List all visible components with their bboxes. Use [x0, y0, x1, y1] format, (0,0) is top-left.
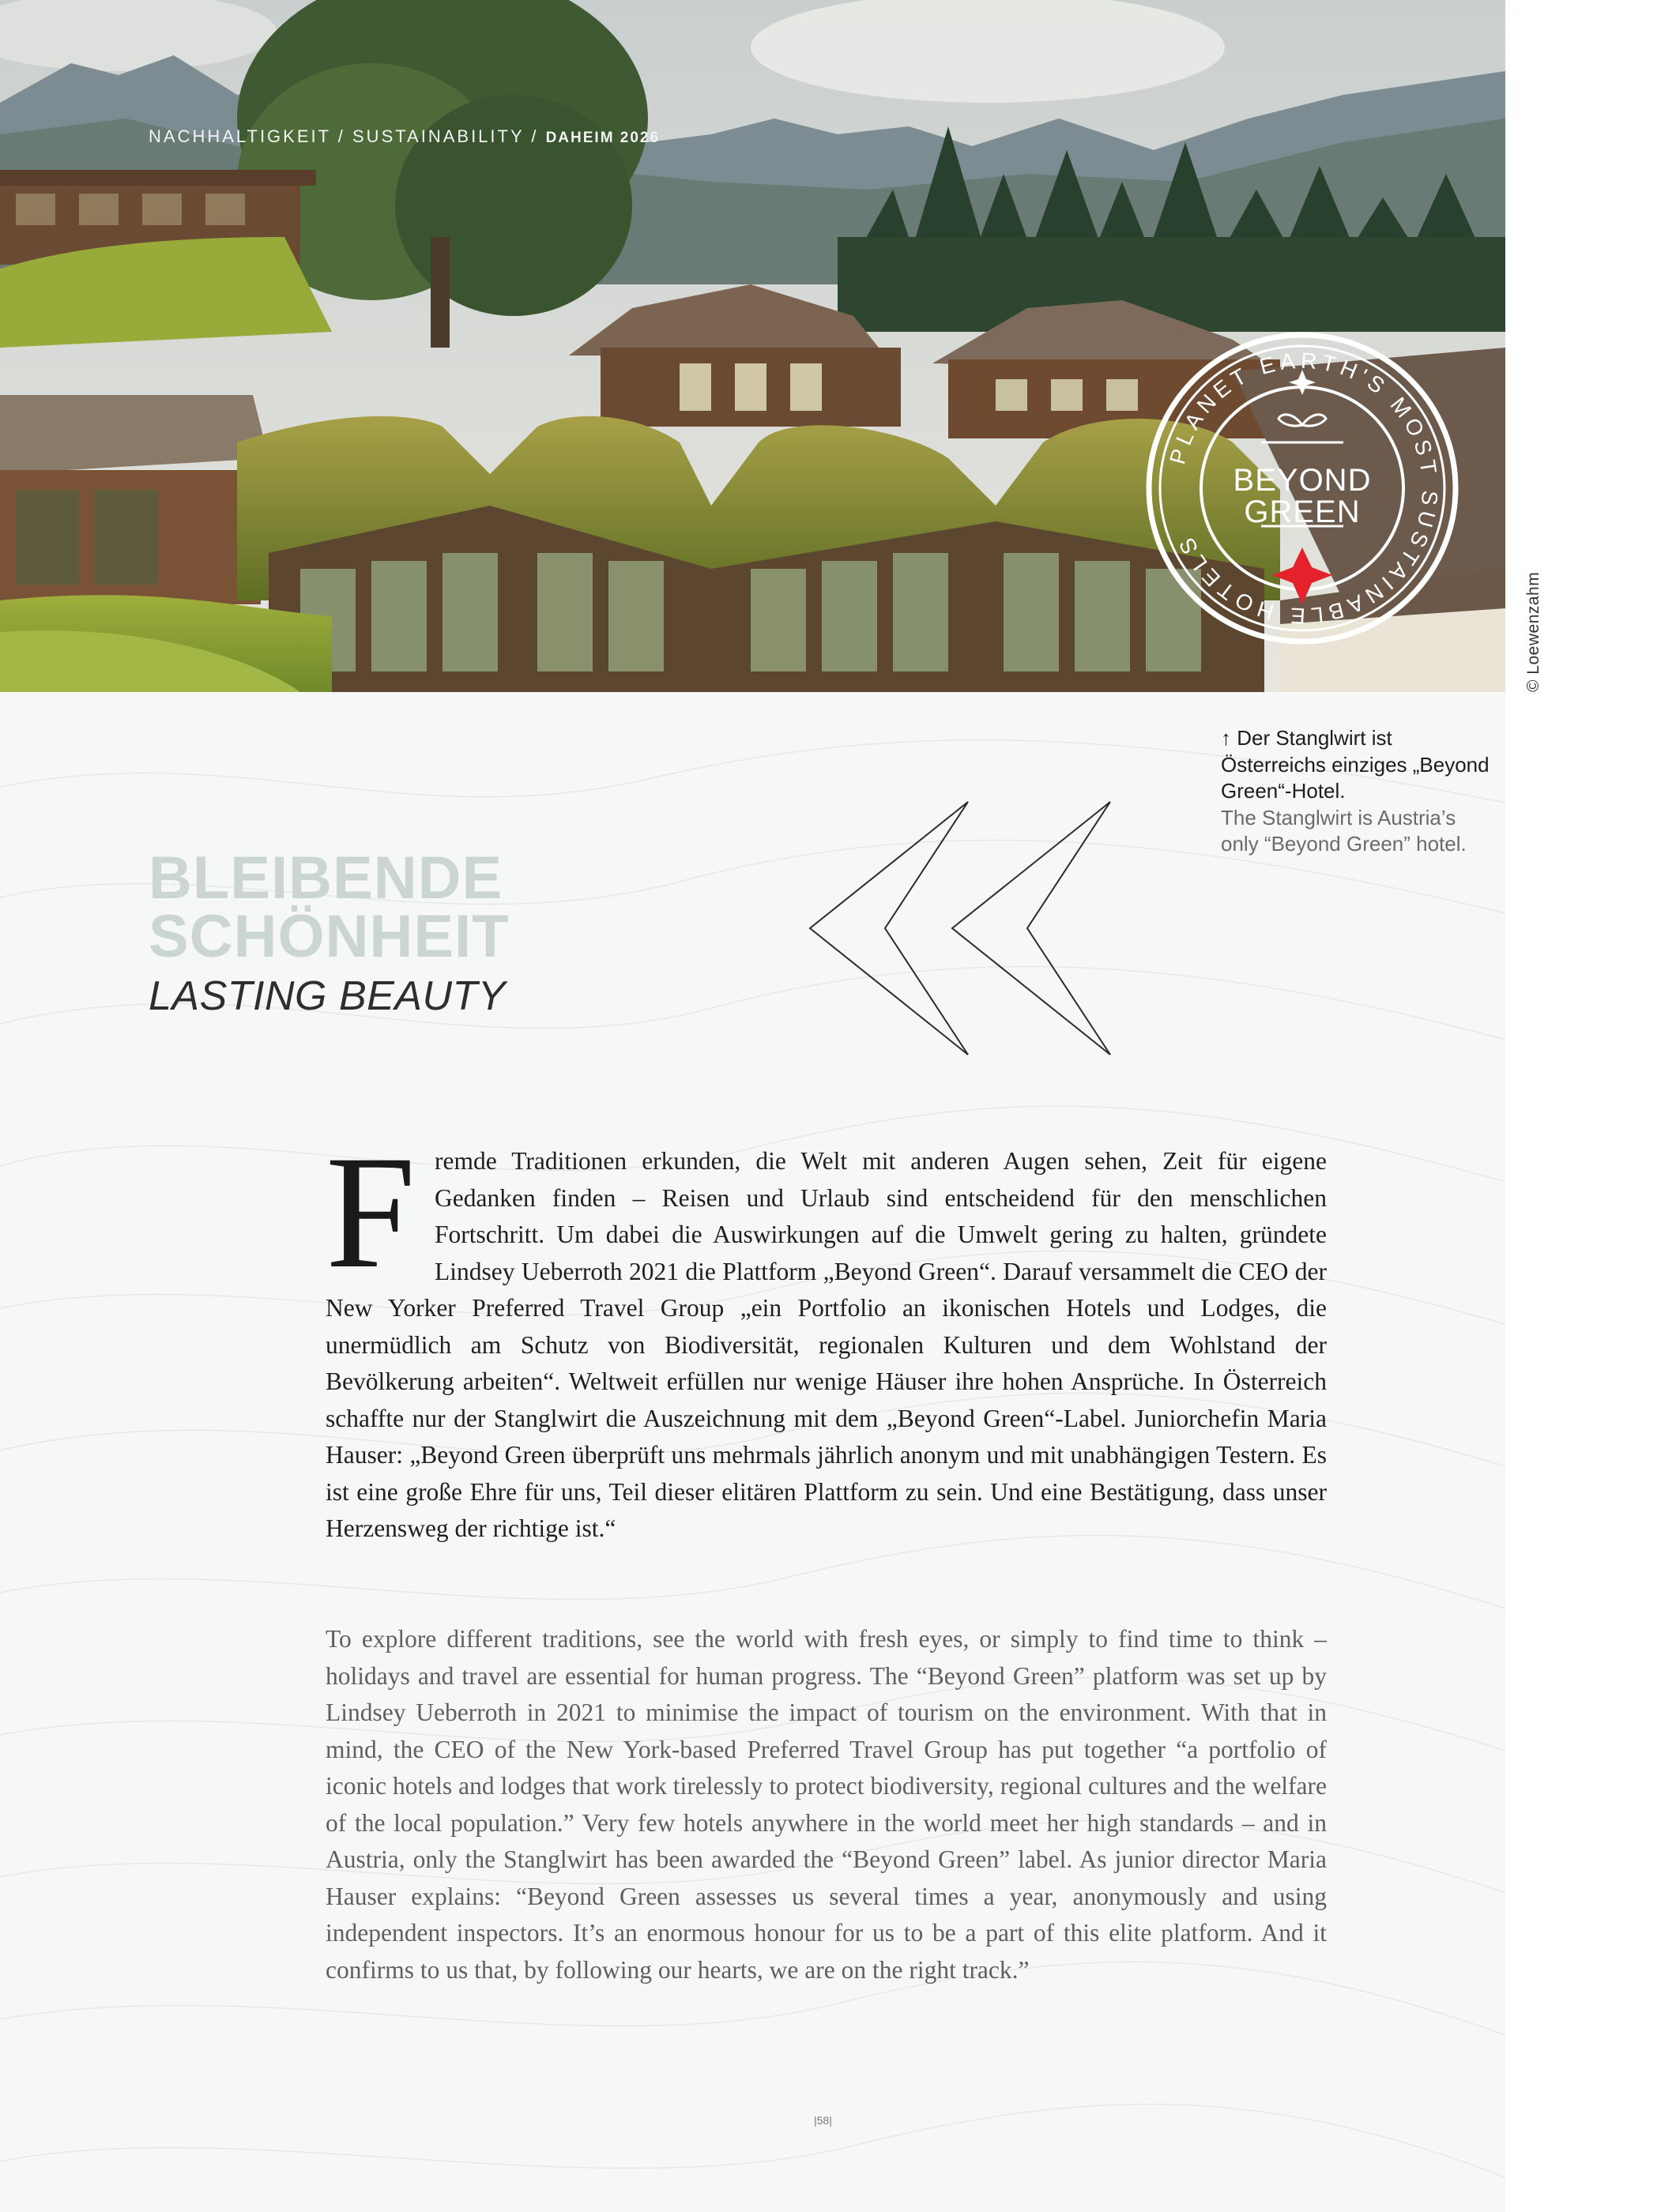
body-text-de [326, 1123, 1327, 1548]
page-number: |58| [814, 2114, 832, 2127]
badge-title-line1: BEYOND [1233, 463, 1372, 498]
headline-de-line1: BLEIBENDE [149, 845, 503, 912]
body-de-text: remde Traditionen erkunden, die Welt mit anderen Augen sehen, Zeit für eigene Gedanken finden – Reisen und Urlaub sind entscheidend für den menschlichen Fortschritt. Um dabei die Auswirkungen auf die Umwelt gering zu halten, gründete Lindsey Ueberroth 2021 die Plattform „Beyond Green“. Darauf versammelt die CEO der New Yorker Preferred Travel Group „ein Portfolio an ikonischen Hotels und Lodges, die unermüdlich am Schutz von Biodiversität, regionalen Kulturen und dem Wohlstand der Bevölkerung arbeiten“. Weltweit erfüllen nur wenige Häuser ihre hohen Ansprüche. In Österreich schaffte nur der Stanglwirt die Auszeichnung mit dem „Beyond Green“-Label. Juniorchefin Maria Hauser: „Beyond Green überprüft uns mehrmals jährlich anonym und mit unabhängigen Testern. Es ist eine große Ehre für uns, Teil dieser elitären Plattform zu sein. Und eine Bestätigung, dass unser Herzensweg der richtige ist.“ [326, 1147, 1327, 1542]
caption-de-text: Der Stanglwirt ist Österreichs einziges „Beyond Green“-Hotel. [1221, 726, 1490, 803]
leaf-icon [1279, 415, 1326, 426]
arrow-up-icon: ↑ [1221, 726, 1231, 750]
badge-ring-text: PLANET EARTH'S MOST SUSTAINABLE HOTELS [1165, 348, 1443, 629]
section-label: NACHHALTIGKEIT / SUSTAINABILITY / [149, 126, 546, 146]
photo-caption [1221, 725, 1490, 858]
caption-en: The Stanglwirt is Austria’s only “Beyond Green” hotel. [1221, 805, 1467, 856]
running-head [149, 126, 660, 147]
page-number-value: 58 [816, 2114, 830, 2127]
beyond-green-badge [1144, 330, 1460, 646]
badge-seal-icon [1144, 330, 1460, 646]
red-star-icon [1272, 547, 1332, 604]
caption-de [1221, 725, 1490, 805]
body-text-en: To explore different traditions, see the world with fresh eyes, or simply to find time to think – holidays and travel are essential for human progress. The “Beyond Green” platform was set up by Lindsey Ueberroth in 2021 to minimise the impact of tourism on the environment. With that in mind, the CEO of the New York-based Preferred Travel Group has put together “a portfolio of iconic hotels and lodges that work tirelessly to protect biodiversity, regional cultures and the welfare of the local population.” Very few hotels anywhere in the world meet her high standards – and in Austria, only the Stanglwirt has been awarded the “Beyond Green” label. As junior director Maria Hauser explains: “Beyond Green assesses us several times a year, anonymously and using independent inspectors. It’s an enormous honour for us to be a part of this elite platform. And it confirms to us that, by following our hearts, we are on the right track.” [326, 1625, 1327, 1984]
headline-en: LASTING BEAUTY [149, 973, 506, 1019]
badge-title-line2: GREEN [1244, 495, 1361, 529]
article-headline [149, 845, 510, 1021]
headline-de-line2: SCHÖNHEIT [149, 903, 510, 970]
drop-cap: F [326, 1123, 416, 1302]
photo-credit: © Loewenzahm [1524, 571, 1542, 692]
double-chevron-quote-icon [806, 798, 1114, 1059]
issue-label: DAHEIM 2026 [545, 130, 661, 146]
